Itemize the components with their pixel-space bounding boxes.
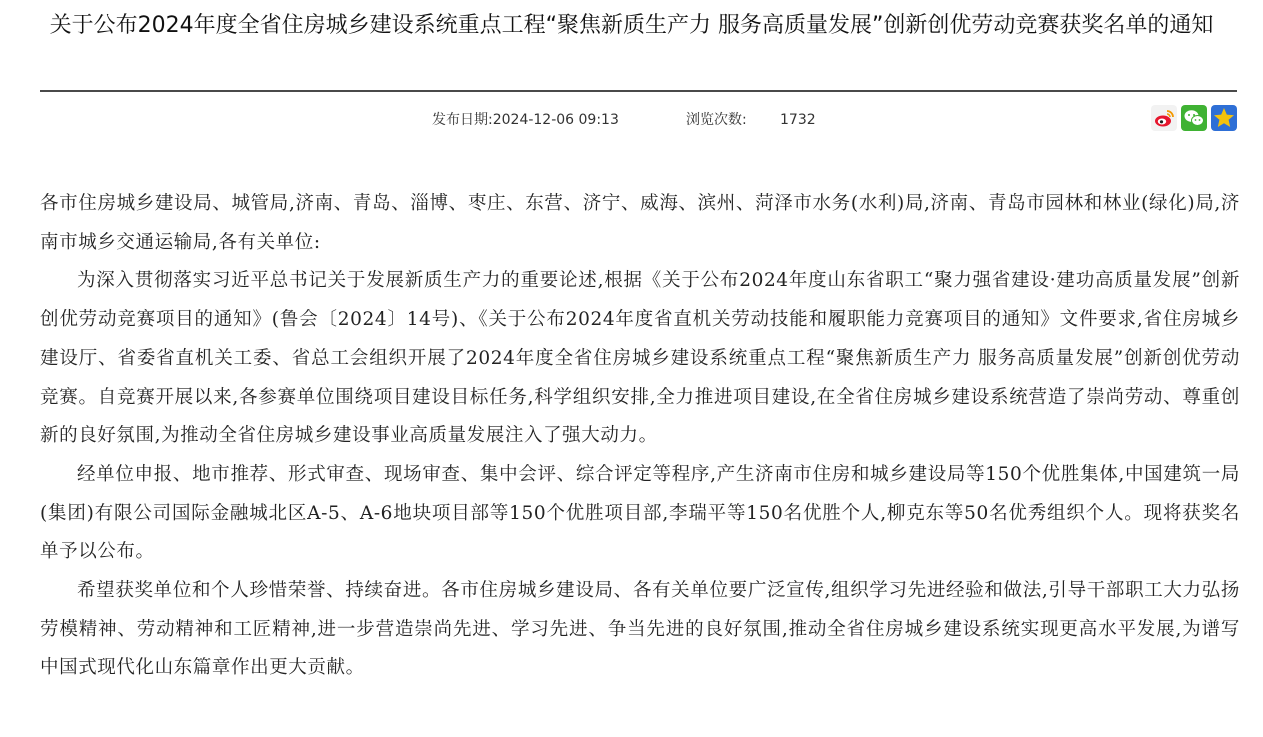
article-title: 关于公布2024年度全省住房城乡建设系统重点工程“聚焦新质生产力 服务高质量发展”创新创优劳动竞赛获奖名单的通知 [49, 13, 1214, 38]
views-label: 浏览次数: [686, 112, 747, 128]
body-paragraph: 希望获奖单位和个人珍惜荣誉、持续奋进。各市住房城乡建设局、各有关单位要广泛宣传,组织学习先进经验和做法,引导干部职工大力弘扬劳模精神、劳动精神和工匠精神,进一步营造崇尚先进、学习先进、争当先进的良好氛围,推动全省住房城乡建设系统实现更高水平发展,为谱写中国式现代化山东篇章作出更大贡献。 [40, 580, 1240, 679]
body-paragraph: 经单位申报、地市推荐、形式审查、现场审查、集中会评、综合评定等程序,产生济南市住房和城乡建设局等150个优胜集体,中国建筑一局(集团)有限公司国际金融城北区A-5、A-6地块项目部等150个优胜项目部,李瑞平等150名优胜个人,柳克东等50名优秀组织个人。现将获奖名单予以公布。 [40, 463, 1240, 563]
qzone-icon [1211, 105, 1237, 131]
views-count: 1732 [780, 112, 816, 128]
share-qzone-button[interactable] [1211, 105, 1237, 131]
weibo-icon [1151, 105, 1177, 131]
share-wechat-button[interactable] [1181, 105, 1207, 131]
recipients-line: 各市住房城乡建设局、城管局,济南、青岛、淄博、枣庄、东营、济宁、威海、滨州、菏泽市水务(水利)局,济南、青岛市园林和林业(绿化)局,济南市城乡交通运输局,各有关单位: [40, 193, 1240, 253]
wechat-icon [1181, 105, 1207, 131]
body-paragraph: 为深入贯彻落实习近平总书记关于发展新质生产力的重要论述,根据《关于公布2024年度山东省职工“聚力强省建设·建功高质量发展”创新创优劳动竞赛项目的通知》(鲁会〔2024〕14号)、《关于公布2024年度省直机关劳动技能和履职能力竞赛项目的通知》文件要求,省住房城乡建设厅、省委省直机关工委、省总工会组织开展了2024年度全省住房城乡建设系统重点工程“聚焦新质生产力 服务高质量发展”创新创优劳动竞赛。自竞赛开展以来,各参赛单位围绕项目建设目标任务,科学组织安排,全力推进项目建设,在全省住房城乡建设系统营造了崇尚劳动、尊重创新的良好氛围,为推动全省住房城乡建设事业高质量发展注入了强大动力。 [40, 270, 1240, 447]
article-body [40, 185, 1240, 688]
title-divider [40, 90, 1237, 92]
share-weibo-button[interactable] [1151, 105, 1177, 131]
publish-date: 发布日期:2024-12-06 09:13 [432, 112, 619, 128]
